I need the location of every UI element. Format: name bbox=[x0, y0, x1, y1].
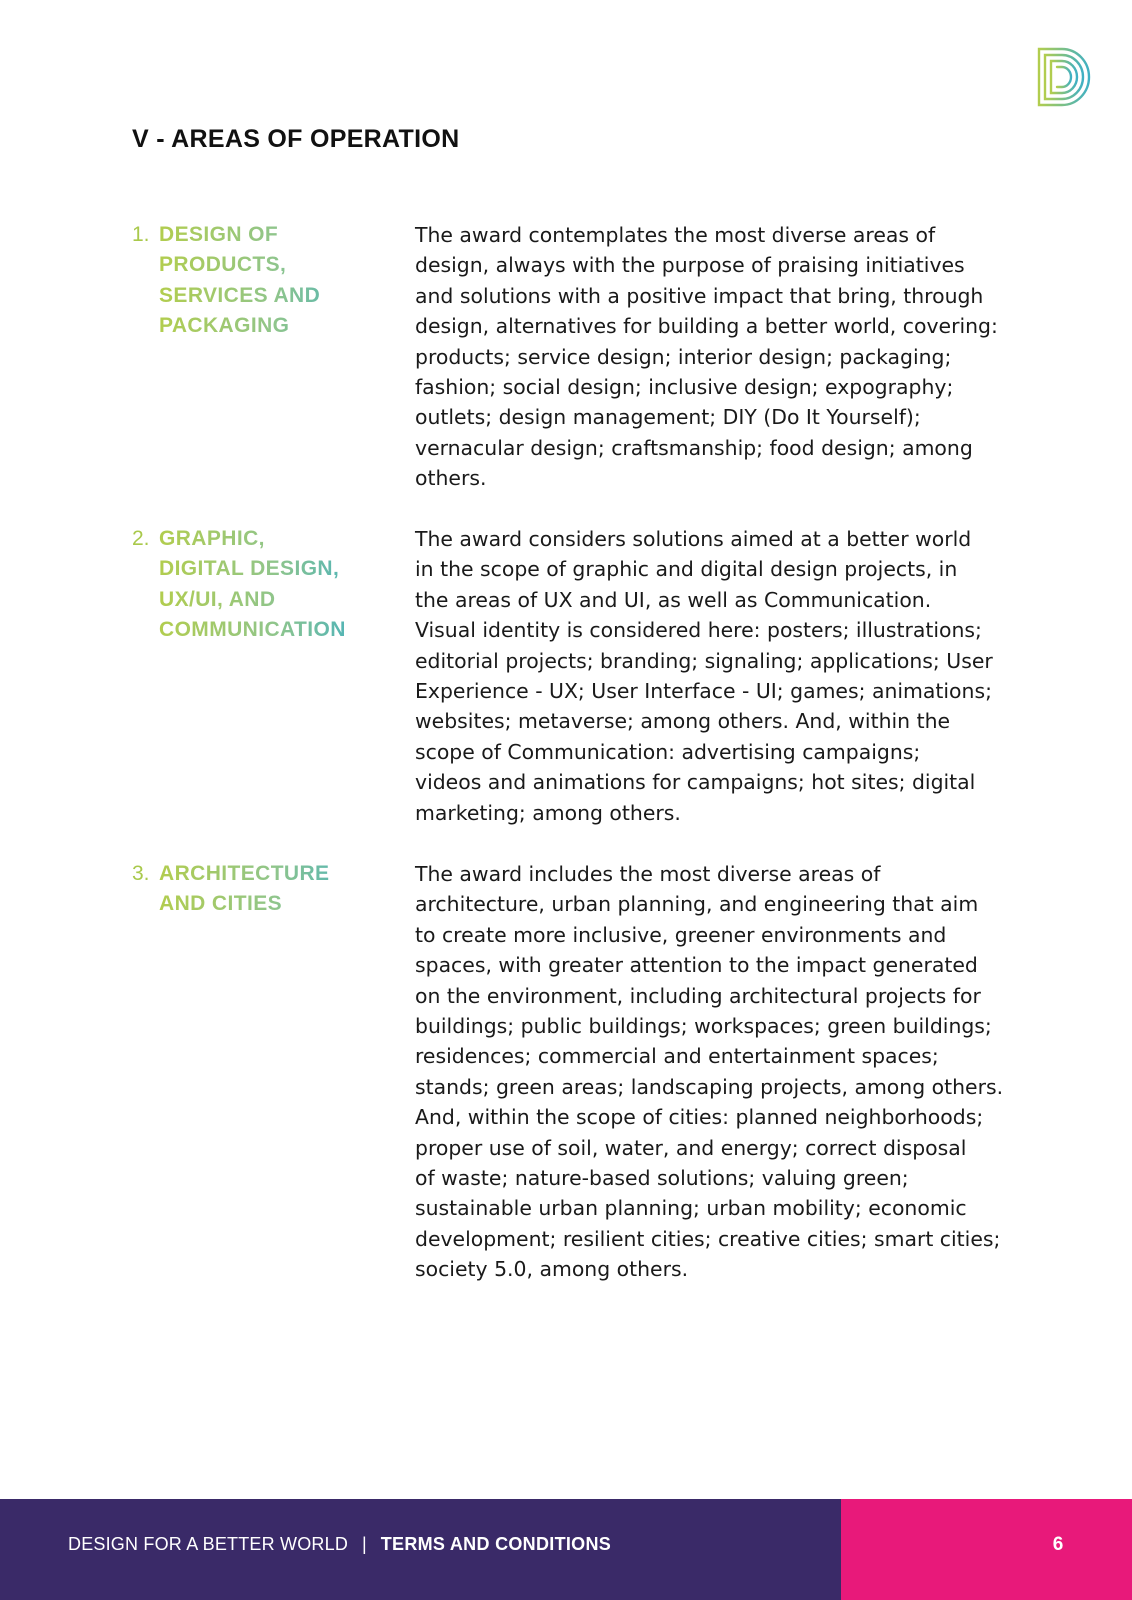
area-title: DESIGN OF PRODUCTS, SERVICES AND PACKAGING bbox=[159, 220, 372, 342]
area-number: 1. bbox=[132, 223, 150, 246]
section-title: V - AREAS OF OPERATION bbox=[132, 125, 460, 153]
page-number-band bbox=[841, 1499, 1132, 1600]
footer-separator: | bbox=[362, 1534, 367, 1554]
area-title: GRAPHIC, DIGITAL DESIGN, UX/UI, AND COMMUNICATION bbox=[159, 524, 372, 646]
area-heading bbox=[132, 859, 372, 920]
area-heading bbox=[132, 524, 372, 646]
page-footer bbox=[0, 1499, 1132, 1600]
area-number: 2. bbox=[132, 527, 150, 550]
area-number: 3. bbox=[132, 862, 150, 885]
area-title: ARCHITECTURE AND CITIES bbox=[159, 859, 372, 920]
footer-document-title: TERMS AND CONDITIONS bbox=[380, 1534, 612, 1554]
concentric-d-logo-icon bbox=[1036, 46, 1092, 108]
area-description: The award considers solutions aimed at a better world in the scope of graphic and digital design projects, in the areas of UX and UI, as well as Communication. Visual identity is considered here: posters; illustrations; editorial projects; branding; signaling; applications; User Experience - UX; User Interface - UI; games; animations; websites; metaverse; among others. And, within the scope of Communication: advertising campaigns; videos and animations for campaigns; hot sites; digital marketing; among others. bbox=[415, 527, 993, 825]
area-description: The award includes the most diverse areas of architecture, urban planning, and engineering that aim to create more inclusive, greener environments and spaces, with greater attention to the impact generated on the environment, including architectural projects for buildings; public buildings; workspaces; green buildings; residences; commercial and entertainment spaces; stands; green areas; landscaping projects, among others. And, within the scope of cities: planned neighborhoods; proper use of soil, water, and energy; correct disposal of waste; nature-based solutions; valuing green; sustainable urban planning; urban mobility; economic development; resilient cities; creative cities; smart cities; society 5.0, among others. bbox=[415, 862, 1004, 1282]
page-number: 6 bbox=[1052, 1534, 1064, 1555]
footer-band bbox=[0, 1499, 841, 1600]
footer-text bbox=[68, 1534, 611, 1555]
area-heading bbox=[132, 220, 372, 342]
area-description: The award contemplates the most diverse areas of design, always with the purpose of praising initiatives and solutions with a positive impact that bring, through design, alternatives for building a better world, covering: products; service design; interior design; packaging; fashion; social design; inclusive design; expography; outlets; design management; DIY (Do It Yourself); vernacular design; craftsmanship; food design; among others. bbox=[415, 223, 998, 491]
footer-brand: DESIGN FOR A BETTER WORLD bbox=[68, 1534, 349, 1554]
